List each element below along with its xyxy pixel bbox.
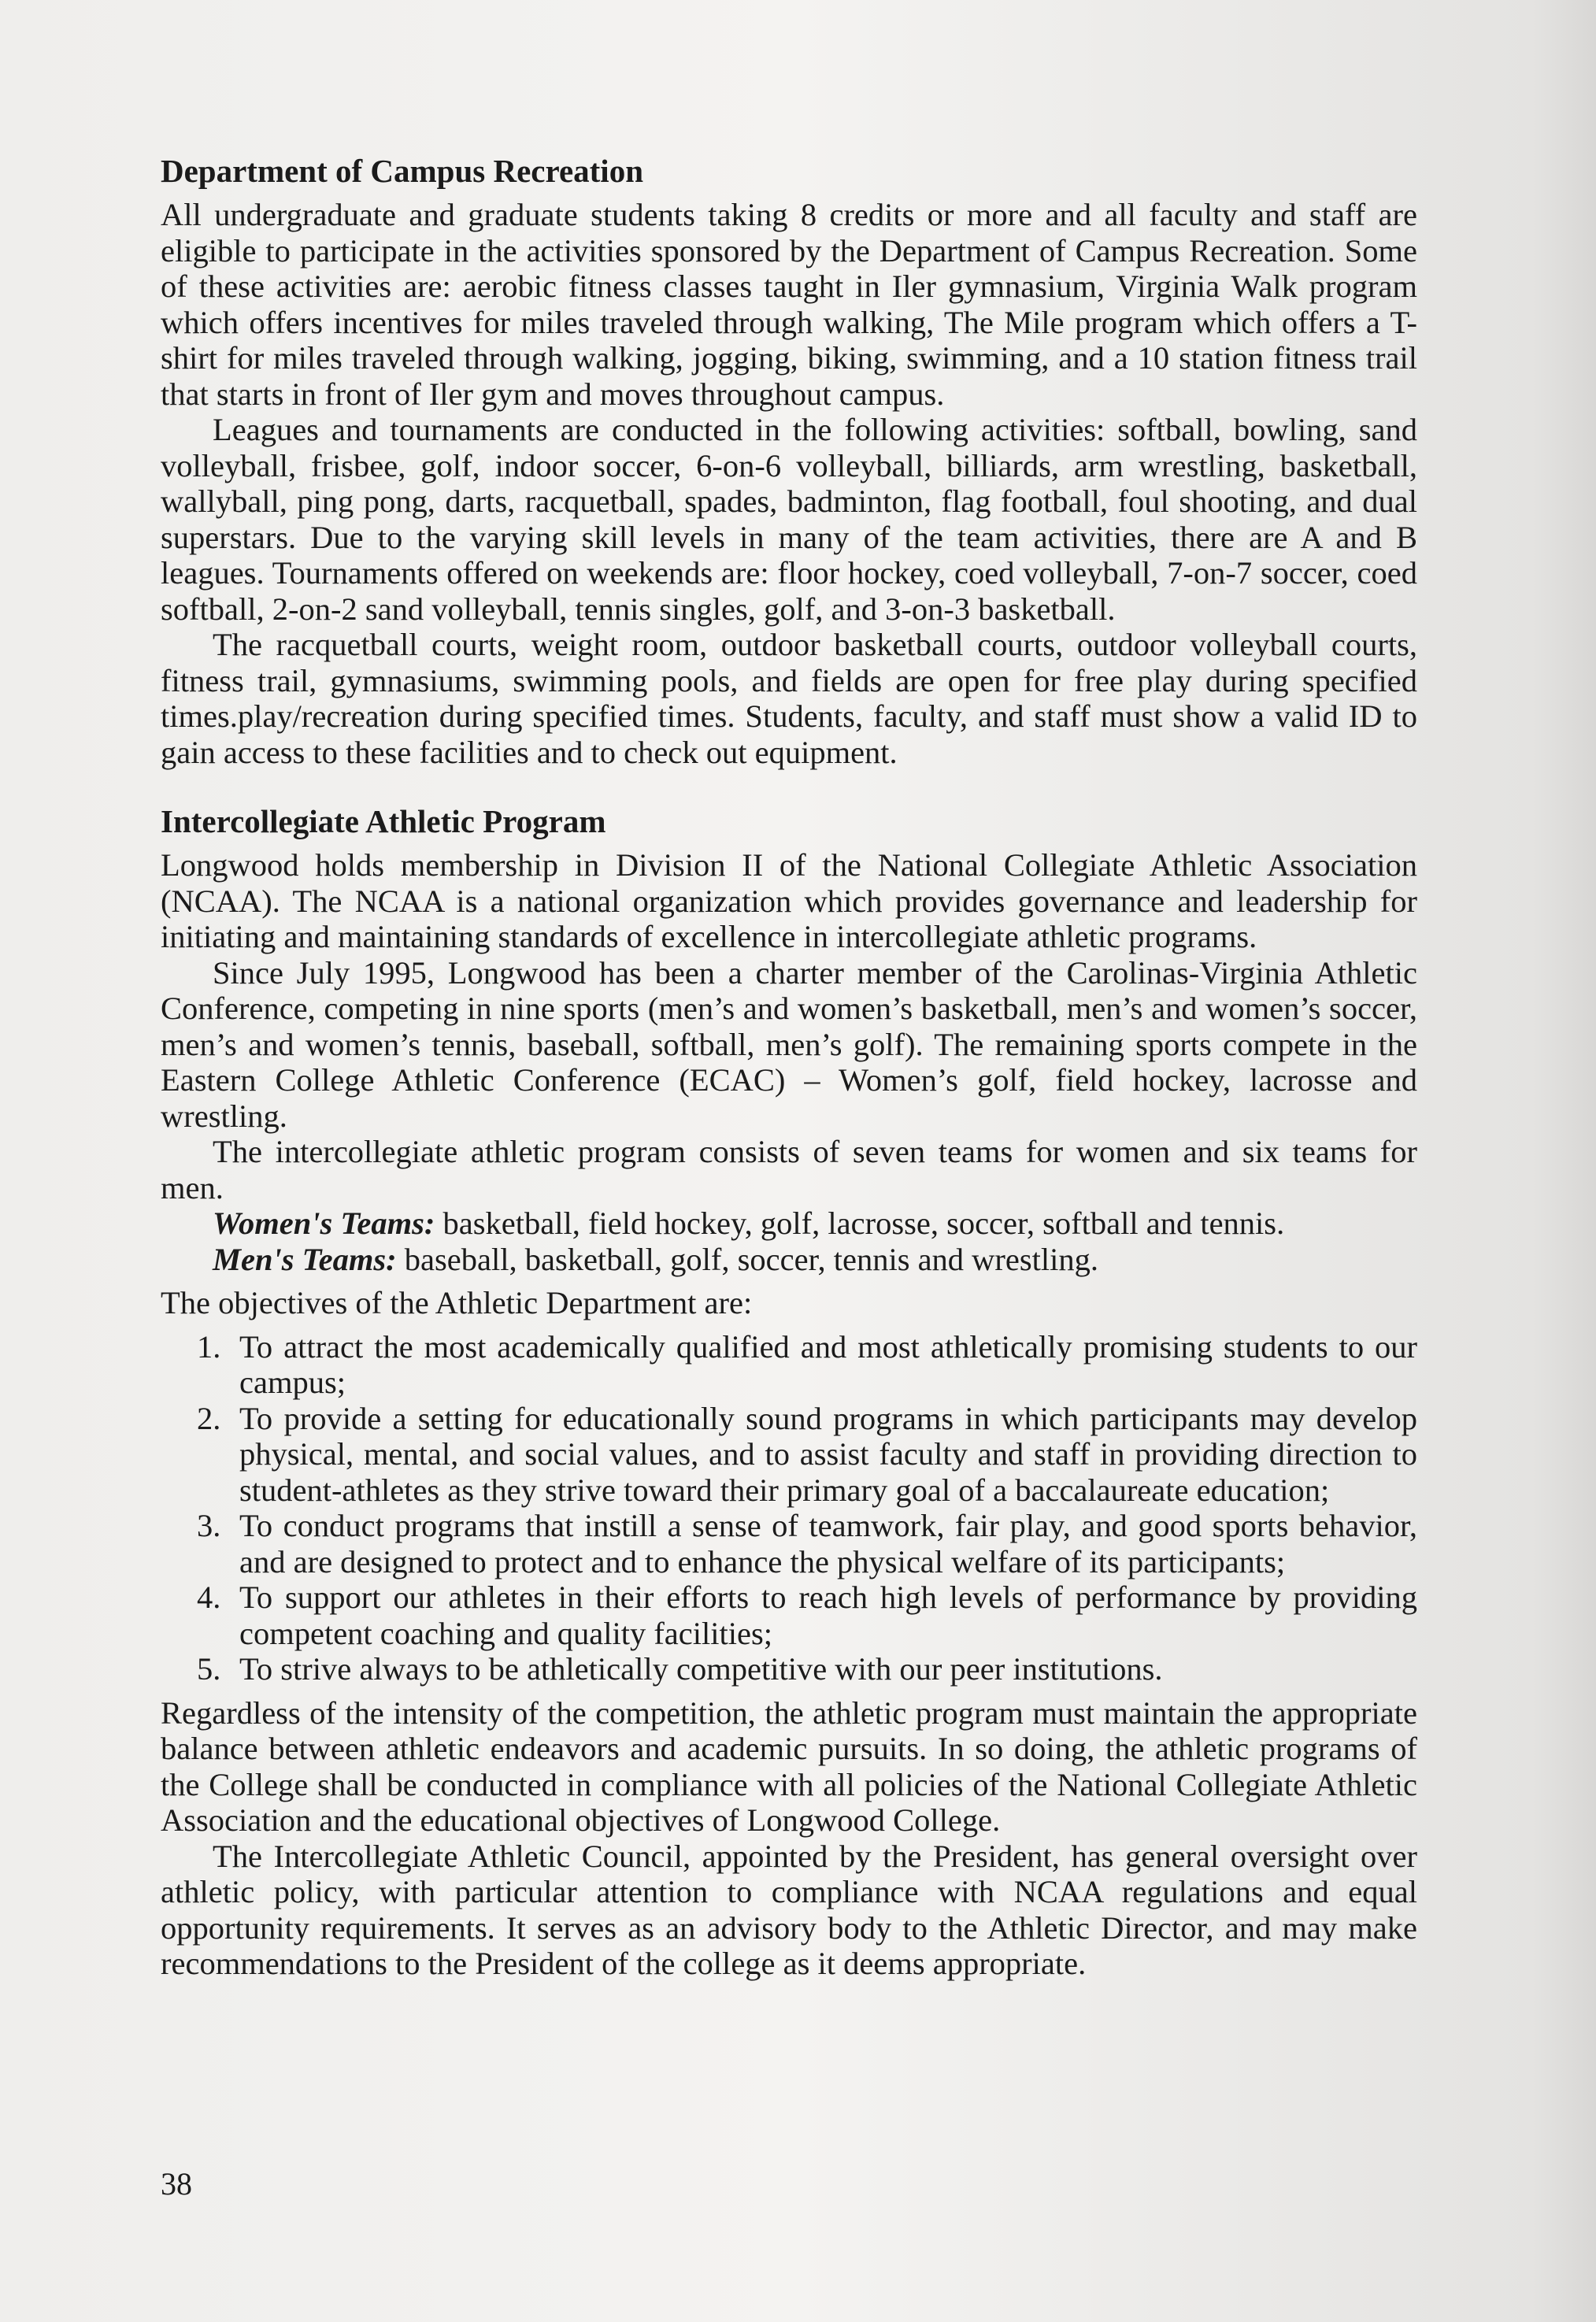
list-item-text: To support our athletes in their efforts to reach high levels of performance by providing competent coaching and quality facilities; <box>239 1579 1417 1651</box>
athletics-paragraph-5: The Intercollegiate Athletic Council, appointed by the President, has general oversight over athletic policy, with particular attention to compliance with NCAA regulations and equal opportunity requirements. It serves as an advisory body to the Athletic Director, and may make recommendations to the President of the college as it deems appropriate. <box>161 1838 1417 1981</box>
objectives-list <box>161 1329 1417 1687</box>
list-item <box>161 1508 1417 1579</box>
list-item-text: To provide a setting for educationally sound programs in which participants may develop physical, mental, and social values, and to assist faculty and staff in providing direction to student-athletes as they strive toward their primary goal of a baccalaureate education; <box>239 1400 1417 1508</box>
mens-teams-line <box>213 1242 1417 1278</box>
list-item-number: 3. <box>197 1508 221 1543</box>
page-number: 38 <box>161 2166 192 2202</box>
campus-recreation-paragraph-1: All undergraduate and graduate students taking 8 credits or more and all faculty and staff are eligible to participate in the activities sponsored by the Department of Campus Recreation. Some of these activities are: aerobic fitness classes taught in Iler gymnasium, Virginia Walk program which offers incentives for miles traveled through walking, The Mile program which offers a T-shirt for miles traveled through walking, jogging, biking, swimming, and a 10 station fitness trail that starts in front of Iler gym and moves throughout campus. <box>161 197 1417 412</box>
section-heading-campus-recreation: Department of Campus Recreation <box>161 153 643 189</box>
womens-teams-text: basketball, field hockey, golf, lacrosse, soccer, softball and tennis. <box>435 1205 1285 1241</box>
page-content <box>161 153 1417 1982</box>
athletics-paragraph-3: The intercollegiate athletic program consists of seven teams for women and six teams for men. <box>161 1134 1417 1205</box>
campus-recreation-paragraph-3: The racquetball courts, weight room, outdoor basketball courts, outdoor volleyball courts, fitness trail, gymnasiums, swimming pools, and fields are open for free play during specified times.play/recreation during specified times. Students, faculty, and staff must show a valid ID to gain access to these facilities and to check out equipment. <box>161 627 1417 770</box>
mens-teams-label: Men's Teams: <box>213 1241 397 1277</box>
womens-teams-label: Women's Teams: <box>213 1205 435 1241</box>
list-item <box>161 1329 1417 1401</box>
athletics-paragraph-1: Longwood holds membership in Division II of the National Collegiate Athletic Association (NCAA). The NCAA is a national organization which provides governance and leadership for initiating and maintaining standards of excellence in intercollegiate athletic programs. <box>161 847 1417 954</box>
objectives-intro: The objectives of the Athletic Department are: <box>161 1285 753 1320</box>
list-item <box>161 1651 1417 1687</box>
campus-recreation-paragraph-2: Leagues and tournaments are conducted in the following activities: softball, bowling, sand volleyball, frisbee, golf, indoor soccer, 6-on-6 volleyball, billiards, arm wrestling, basketball, wallyball, ping pong, darts, racquetball, spades, badminton, flag football, foul shooting, and dual superstars. Due to the varying skill levels in many of the team activities, there are A and B leagues. Tournaments offered on weekends are: floor hockey, coed volleyball, 7-on-7 soccer, coed softball, 2-on-2 sand volleyball, tennis singles, golf, and 3-on-3 basketball. <box>161 412 1417 627</box>
list-item-number: 1. <box>197 1328 221 1365</box>
list-item-text: To conduct programs that instill a sense of teamwork, fair play, and good sports behavior, and are designed to protect and to enhance the physical welfare of its participants; <box>239 1508 1417 1579</box>
athletics-paragraph-4: Regardless of the intensity of the competition, the athletic program must maintain the appropriate balance between athletic endeavors and academic pursuits. In so doing, the athletic programs of the College shall be conducted in compliance with all policies of the National Collegiate Athletic Association and the educational objectives of Longwood College. <box>161 1694 1417 1838</box>
list-item-number: 4. <box>197 1579 221 1615</box>
list-item <box>161 1401 1417 1509</box>
mens-teams-text: baseball, basketball, golf, soccer, tennis and wrestling. <box>396 1241 1099 1277</box>
section-heading-intercollegiate-athletics: Intercollegiate Athletic Program <box>161 803 606 839</box>
list-item-text: To attract the most academically qualified and most athletically promising students to our campus; <box>239 1328 1417 1400</box>
list-item-number: 2. <box>197 1400 221 1436</box>
list-item-number: 5. <box>197 1651 221 1687</box>
list-item-text: To strive always to be athletically competitive with our peer institutions. <box>239 1651 1163 1687</box>
athletics-paragraph-2: Since July 1995, Longwood has been a charter member of the Carolinas-Virginia Athletic Conference, competing in nine sports (men’s and women’s basketball, men’s and women’s soccer, men’s and women’s tennis, baseball, softball, men’s golf). The remaining sports compete in the Eastern College Athletic Conference (ECAC) – Women’s golf, field hockey, lacrosse and wrestling. <box>161 954 1417 1134</box>
list-item <box>161 1579 1417 1651</box>
womens-teams-line <box>213 1205 1417 1242</box>
